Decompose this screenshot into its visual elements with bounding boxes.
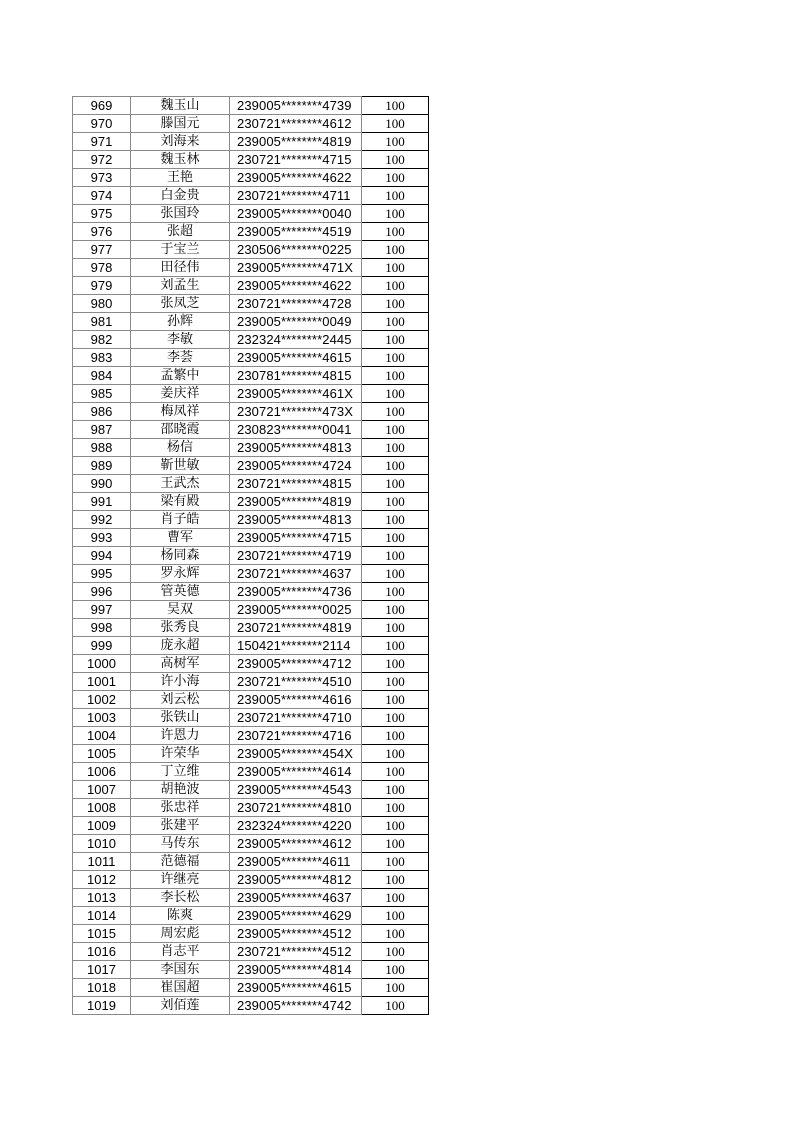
name-cell: 许恩力: [131, 727, 230, 745]
score-cell: 100: [362, 151, 429, 169]
name-cell: 高树军: [131, 655, 230, 673]
name-cell: 张建平: [131, 817, 230, 835]
row-number-cell: 992: [73, 511, 131, 529]
name-cell: 魏玉林: [131, 151, 230, 169]
row-number-cell: 971: [73, 133, 131, 151]
table-row: [73, 493, 429, 511]
table-row: [73, 277, 429, 295]
score-cell: 100: [362, 295, 429, 313]
name-cell: 曹军: [131, 529, 230, 547]
row-number-cell: 986: [73, 403, 131, 421]
name-cell: 吴双: [131, 601, 230, 619]
table-row: [73, 745, 429, 763]
table-row: [73, 367, 429, 385]
name-cell: 马传东: [131, 835, 230, 853]
score-cell: 100: [362, 475, 429, 493]
row-number-cell: 987: [73, 421, 131, 439]
row-number-cell: 995: [73, 565, 131, 583]
table-row: [73, 349, 429, 367]
id-number-cell: 239005********4813: [230, 511, 362, 529]
score-cell: 100: [362, 853, 429, 871]
id-number-cell: 232324********4220: [230, 817, 362, 835]
id-number-cell: 230721********4711: [230, 187, 362, 205]
score-cell: 100: [362, 925, 429, 943]
table-row: [73, 637, 429, 655]
row-number-cell: 1009: [73, 817, 131, 835]
row-number-cell: 969: [73, 97, 131, 115]
row-number-cell: 998: [73, 619, 131, 637]
table-row: [73, 151, 429, 169]
row-number-cell: 1003: [73, 709, 131, 727]
table-row: [73, 907, 429, 925]
row-number-cell: 985: [73, 385, 131, 403]
name-cell: 白金贵: [131, 187, 230, 205]
row-number-cell: 988: [73, 439, 131, 457]
score-cell: 100: [362, 907, 429, 925]
id-number-cell: 239005********4739: [230, 97, 362, 115]
table-row: [73, 547, 429, 565]
id-number-cell: 239005********4615: [230, 349, 362, 367]
score-cell: 100: [362, 385, 429, 403]
score-cell: 100: [362, 817, 429, 835]
score-cell: 100: [362, 547, 429, 565]
row-number-cell: 1014: [73, 907, 131, 925]
row-number-cell: 973: [73, 169, 131, 187]
score-cell: 100: [362, 709, 429, 727]
row-number-cell: 1006: [73, 763, 131, 781]
table-row: [73, 673, 429, 691]
row-number-cell: 996: [73, 583, 131, 601]
score-cell: 100: [362, 763, 429, 781]
name-cell: 刘云松: [131, 691, 230, 709]
row-number-cell: 974: [73, 187, 131, 205]
table-row: [73, 511, 429, 529]
table-row: [73, 205, 429, 223]
score-cell: 100: [362, 961, 429, 979]
name-cell: 梁有殿: [131, 493, 230, 511]
id-number-cell: 239005********4612: [230, 835, 362, 853]
row-number-cell: 997: [73, 601, 131, 619]
score-cell: 100: [362, 331, 429, 349]
table-row: [73, 565, 429, 583]
score-cell: 100: [362, 349, 429, 367]
name-cell: 魏玉山: [131, 97, 230, 115]
score-cell: 100: [362, 799, 429, 817]
score-cell: 100: [362, 637, 429, 655]
score-cell: 100: [362, 979, 429, 997]
name-cell: 王艳: [131, 169, 230, 187]
table-row: [73, 187, 429, 205]
name-cell: 许小海: [131, 673, 230, 691]
name-cell: 孟繁中: [131, 367, 230, 385]
table-row: [73, 313, 429, 331]
name-cell: 张超: [131, 223, 230, 241]
row-number-cell: 980: [73, 295, 131, 313]
score-cell: 100: [362, 115, 429, 133]
row-number-cell: 984: [73, 367, 131, 385]
score-cell: 100: [362, 619, 429, 637]
table-row: [73, 403, 429, 421]
row-number-cell: 976: [73, 223, 131, 241]
row-number-cell: 990: [73, 475, 131, 493]
id-number-cell: 230506********0225: [230, 241, 362, 259]
name-cell: 崔国超: [131, 979, 230, 997]
row-number-cell: 975: [73, 205, 131, 223]
row-number-cell: 1019: [73, 997, 131, 1015]
name-cell: 陈爽: [131, 907, 230, 925]
id-number-cell: 230721********4719: [230, 547, 362, 565]
name-cell: 范德福: [131, 853, 230, 871]
name-cell: 张秀良: [131, 619, 230, 637]
id-number-cell: 239005********4819: [230, 133, 362, 151]
id-number-cell: 239005********4724: [230, 457, 362, 475]
table-row: [73, 853, 429, 871]
row-number-cell: 972: [73, 151, 131, 169]
id-number-cell: 230721********4715: [230, 151, 362, 169]
id-number-cell: 230721********4637: [230, 565, 362, 583]
name-cell: 许荣华: [131, 745, 230, 763]
id-number-cell: 239005********0040: [230, 205, 362, 223]
row-number-cell: 1011: [73, 853, 131, 871]
id-number-cell: 239005********4622: [230, 169, 362, 187]
id-number-cell: 230721********4512: [230, 943, 362, 961]
row-number-cell: 1010: [73, 835, 131, 853]
row-number-cell: 1005: [73, 745, 131, 763]
name-cell: 肖子皓: [131, 511, 230, 529]
score-cell: 100: [362, 601, 429, 619]
id-number-cell: 239005********4611: [230, 853, 362, 871]
table-row: [73, 169, 429, 187]
score-cell: 100: [362, 223, 429, 241]
row-number-cell: 978: [73, 259, 131, 277]
id-number-cell: 239005********471X: [230, 259, 362, 277]
table-row: [73, 835, 429, 853]
name-cell: 于宝兰: [131, 241, 230, 259]
name-cell: 刘孟生: [131, 277, 230, 295]
row-number-cell: 1002: [73, 691, 131, 709]
score-cell: 100: [362, 943, 429, 961]
name-cell: 庞永超: [131, 637, 230, 655]
table-row: [73, 295, 429, 313]
id-number-cell: 230721********4612: [230, 115, 362, 133]
id-number-cell: 230721********4710: [230, 709, 362, 727]
score-cell: 100: [362, 133, 429, 151]
name-cell: 李荟: [131, 349, 230, 367]
id-number-cell: 239005********4614: [230, 763, 362, 781]
table-row: [73, 331, 429, 349]
name-cell: 肖志平: [131, 943, 230, 961]
name-cell: 李长松: [131, 889, 230, 907]
score-cell: 100: [362, 655, 429, 673]
id-number-cell: 230721********4819: [230, 619, 362, 637]
score-cell: 100: [362, 169, 429, 187]
score-cell: 100: [362, 313, 429, 331]
id-number-cell: 230721********4716: [230, 727, 362, 745]
table-row: [73, 439, 429, 457]
table-body: [73, 97, 429, 1015]
row-number-cell: 983: [73, 349, 131, 367]
id-number-cell: 239005********4622: [230, 277, 362, 295]
score-cell: 100: [362, 997, 429, 1015]
row-number-cell: 1012: [73, 871, 131, 889]
table-row: [73, 133, 429, 151]
score-cell: 100: [362, 889, 429, 907]
table-row: [73, 709, 429, 727]
id-number-cell: 239005********4519: [230, 223, 362, 241]
name-cell: 张凤芝: [131, 295, 230, 313]
table-row: [73, 115, 429, 133]
table-row: [73, 817, 429, 835]
score-cell: 100: [362, 241, 429, 259]
table-row: [73, 241, 429, 259]
id-number-cell: 230721********4510: [230, 673, 362, 691]
name-cell: 梅凤祥: [131, 403, 230, 421]
id-number-cell: 239005********4813: [230, 439, 362, 457]
row-number-cell: 1001: [73, 673, 131, 691]
table-row: [73, 223, 429, 241]
id-number-cell: 239005********4814: [230, 961, 362, 979]
id-number-cell: 239005********454X: [230, 745, 362, 763]
table-row: [73, 763, 429, 781]
id-number-cell: 239005********4616: [230, 691, 362, 709]
table-row: [73, 259, 429, 277]
score-cell: 100: [362, 529, 429, 547]
row-number-cell: 993: [73, 529, 131, 547]
id-number-cell: 230721********4810: [230, 799, 362, 817]
id-number-cell: 239005********4812: [230, 871, 362, 889]
row-number-cell: 989: [73, 457, 131, 475]
id-number-cell: 230721********473X: [230, 403, 362, 421]
score-cell: 100: [362, 565, 429, 583]
table-row: [73, 781, 429, 799]
name-cell: 姜庆祥: [131, 385, 230, 403]
table-row: [73, 727, 429, 745]
table-row: [73, 457, 429, 475]
name-cell: 田径伟: [131, 259, 230, 277]
name-cell: 罗永辉: [131, 565, 230, 583]
score-cell: 100: [362, 493, 429, 511]
table-row: [73, 799, 429, 817]
row-number-cell: 1017: [73, 961, 131, 979]
id-number-cell: 239005********4715: [230, 529, 362, 547]
table-row: [73, 889, 429, 907]
table-row: [73, 943, 429, 961]
table-row: [73, 871, 429, 889]
score-cell: 100: [362, 97, 429, 115]
row-number-cell: 1015: [73, 925, 131, 943]
id-number-cell: 239005********4512: [230, 925, 362, 943]
row-number-cell: 994: [73, 547, 131, 565]
score-cell: 100: [362, 187, 429, 205]
row-number-cell: 981: [73, 313, 131, 331]
table-row: [73, 997, 429, 1015]
id-number-cell: 239005********4543: [230, 781, 362, 799]
name-cell: 张铁山: [131, 709, 230, 727]
id-number-cell: 150421********2114: [230, 637, 362, 655]
score-cell: 100: [362, 421, 429, 439]
id-number-cell: 230721********4728: [230, 295, 362, 313]
score-cell: 100: [362, 205, 429, 223]
name-cell: 李敏: [131, 331, 230, 349]
id-number-cell: 230823********0041: [230, 421, 362, 439]
id-number-cell: 239005********0049: [230, 313, 362, 331]
data-table: [72, 96, 429, 1015]
name-cell: 邵晓霞: [131, 421, 230, 439]
score-cell: 100: [362, 403, 429, 421]
row-number-cell: 979: [73, 277, 131, 295]
row-number-cell: 1000: [73, 655, 131, 673]
score-cell: 100: [362, 511, 429, 529]
name-cell: 孙辉: [131, 313, 230, 331]
id-number-cell: 232324********2445: [230, 331, 362, 349]
id-number-cell: 230781********4815: [230, 367, 362, 385]
name-cell: 张忠祥: [131, 799, 230, 817]
row-number-cell: 1013: [73, 889, 131, 907]
score-cell: 100: [362, 277, 429, 295]
row-number-cell: 1007: [73, 781, 131, 799]
table-row: [73, 619, 429, 637]
score-cell: 100: [362, 439, 429, 457]
row-number-cell: 1004: [73, 727, 131, 745]
name-cell: 李国东: [131, 961, 230, 979]
name-cell: 刘佰莲: [131, 997, 230, 1015]
score-cell: 100: [362, 583, 429, 601]
score-cell: 100: [362, 259, 429, 277]
score-cell: 100: [362, 367, 429, 385]
table-row: [73, 925, 429, 943]
score-cell: 100: [362, 457, 429, 475]
name-cell: 许继亮: [131, 871, 230, 889]
table-row: [73, 583, 429, 601]
id-number-cell: 230721********4815: [230, 475, 362, 493]
score-cell: 100: [362, 691, 429, 709]
id-number-cell: 239005********4629: [230, 907, 362, 925]
name-cell: 杨同森: [131, 547, 230, 565]
row-number-cell: 982: [73, 331, 131, 349]
score-cell: 100: [362, 727, 429, 745]
table-row: [73, 655, 429, 673]
name-cell: 靳世敏: [131, 457, 230, 475]
id-number-cell: 239005********461X: [230, 385, 362, 403]
id-number-cell: 239005********4736: [230, 583, 362, 601]
table-row: [73, 385, 429, 403]
name-cell: 刘海来: [131, 133, 230, 151]
name-cell: 周宏彪: [131, 925, 230, 943]
score-cell: 100: [362, 871, 429, 889]
table-row: [73, 601, 429, 619]
name-cell: 杨信: [131, 439, 230, 457]
id-number-cell: 239005********4712: [230, 655, 362, 673]
name-cell: 滕国元: [131, 115, 230, 133]
name-cell: 张国玲: [131, 205, 230, 223]
table-row: [73, 475, 429, 493]
name-cell: 王武杰: [131, 475, 230, 493]
row-number-cell: 999: [73, 637, 131, 655]
id-number-cell: 239005********4637: [230, 889, 362, 907]
score-cell: 100: [362, 745, 429, 763]
table-row: [73, 421, 429, 439]
score-cell: 100: [362, 781, 429, 799]
table-row: [73, 979, 429, 997]
score-cell: 100: [362, 673, 429, 691]
name-cell: 管英德: [131, 583, 230, 601]
row-number-cell: 977: [73, 241, 131, 259]
row-number-cell: 1008: [73, 799, 131, 817]
row-number-cell: 991: [73, 493, 131, 511]
id-number-cell: 239005********4742: [230, 997, 362, 1015]
row-number-cell: 1016: [73, 943, 131, 961]
name-cell: 丁立维: [131, 763, 230, 781]
table-row: [73, 691, 429, 709]
id-number-cell: 239005********4819: [230, 493, 362, 511]
row-number-cell: 1018: [73, 979, 131, 997]
row-number-cell: 970: [73, 115, 131, 133]
score-cell: 100: [362, 835, 429, 853]
id-number-cell: 239005********4615: [230, 979, 362, 997]
table-row: [73, 529, 429, 547]
table-row: [73, 961, 429, 979]
name-cell: 胡艳波: [131, 781, 230, 799]
id-number-cell: 239005********0025: [230, 601, 362, 619]
table-row: [73, 97, 429, 115]
